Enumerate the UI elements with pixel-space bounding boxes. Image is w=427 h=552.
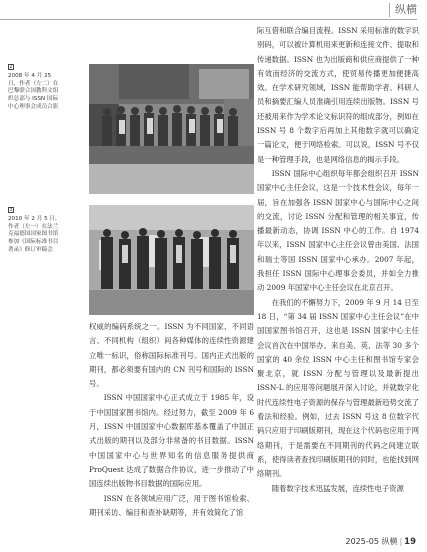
caption-number: 2: [9, 64, 13, 70]
caption-1: [8, 64, 62, 112]
left-column: [89, 320, 254, 520]
paragraph: ISSN 在各领域应用广泛，用于图书馆检索、期刊采访、编目和查补缺期等，并有效简化了馆: [89, 493, 254, 517]
footer-separator: |: [399, 537, 403, 546]
section-tag: 纵横: [389, 3, 417, 17]
page-footer: [345, 536, 416, 547]
caption-text: 2008 年 4 月 25 日，作者（左二）在巴黎联合国教科文组织总部与 ISSN 国际中心理事会成员合影: [8, 73, 59, 110]
paragraph: 随着数字技术迅猛发展，连续性电子资源: [271, 483, 404, 493]
caption-2: [8, 207, 62, 255]
top-rule: [0, 19, 417, 20]
paragraph: 在我们的不懈努力下，2009 年 9 月 14 日至 18 日，“第 34 届 ISSN 国家中心主任会议”在中国国家图书馆召开，这也是 ISSN 国家中心主任会议首次在中国举办。来自美、英、法等 30 多个国家的 40 余位 ISSN 中心主任和图书馆专家会聚北京，就 ISSN 分配与管理以及最新提出 ISSN-L 的应用等问题展开深入讨论，并就数字化时代连续性电子资源的保存与管理最新趋势交流了看法和经验。例如，过去 ISSN 号这 8 位数字代码只应用于印刷版期刊，现在这个代码也应用于网络期刊，于是需要在不同期刊的代码之间建立联系，使得读者查找印刷版期刊的同时，也能找到网络期刊。: [257, 297, 419, 479]
caption-text: 2010 年 2 月 5 日，作者（左一）在法兰克福德国国家图书馆参加《国际标准书目著录》修订审稿会: [8, 216, 61, 253]
caption-number: 3: [9, 207, 13, 213]
issue-label: 2025-05 纵横: [345, 537, 398, 546]
page-number: 19: [404, 537, 416, 547]
group-photo-outdoor: [89, 64, 254, 194]
right-column: [257, 24, 419, 496]
paragraph: ISSN 国际中心组织每年都会组织召开 ISSN 国家中心主任会议，这是一个技术性会议，每年一届，旨在加强各 ISSN 国家中心与国际中心之间的交流，讨论 ISSN 分配和管理的相关事宜，传播最新动态，协调 ISSN 中心的工作。自 1974 年以来，ISSN 国家中心主任会议曾由美国、法国和瑞士等国 ISSN 国家中心承办。2007 年起，我担任 ISSN 国际中心理事会委员，并如全力推动 2009 年国家中心主任会议在北京召开。: [257, 168, 419, 293]
paragraph: 际互借和联合编目流程。ISSN 采用标准的数字识别码，可以被计算机用来更新和连接文件、提取和传递数据。ISSN 也为出版商和供应商提供了一种有效而经济的交流方式，使贸易传播更加便捷高效。在学术研究领域，ISSN 能帮助学者、科研人员和摘要汇编人员准确引用连续出版物。ISSN 号还被用来作为学术论文标识符的组成部分，例如在 ISSN 号 8 个数字后再加上其他数字就可以确定一篇论文，便于网络检索。可以说，ISSN 号不仅是一种管理手段，也是网络信息的揭示手段。: [257, 26, 419, 164]
paragraph: 权威的编码系统之一。ISSN 为不同国家、不同语言、不同机构（组织）间各种媒体的连续性资源建立唯一标识，俗称国际标准刊号。国内正式出版的期刊，都必须要有国内的 CN 刊号和国际的 ISSN 号。: [89, 322, 254, 389]
paragraph: ISSN 中国国家中心正式成立于 1985 年，设于中国国家图书馆内。经过努力，截至 2009 年 6 月，ISSN 中国国家中心数据库基本覆盖了中国正式出版的期刊以及部分非常备的书目数据。ISSN 中国国家中心与世界知名的信息服务提供商 ProQuest 达成了数据合作协议，进一步推动了中国连续出版物书目数据的国际应用。: [89, 393, 254, 489]
group-photo-indoor: [89, 205, 254, 315]
